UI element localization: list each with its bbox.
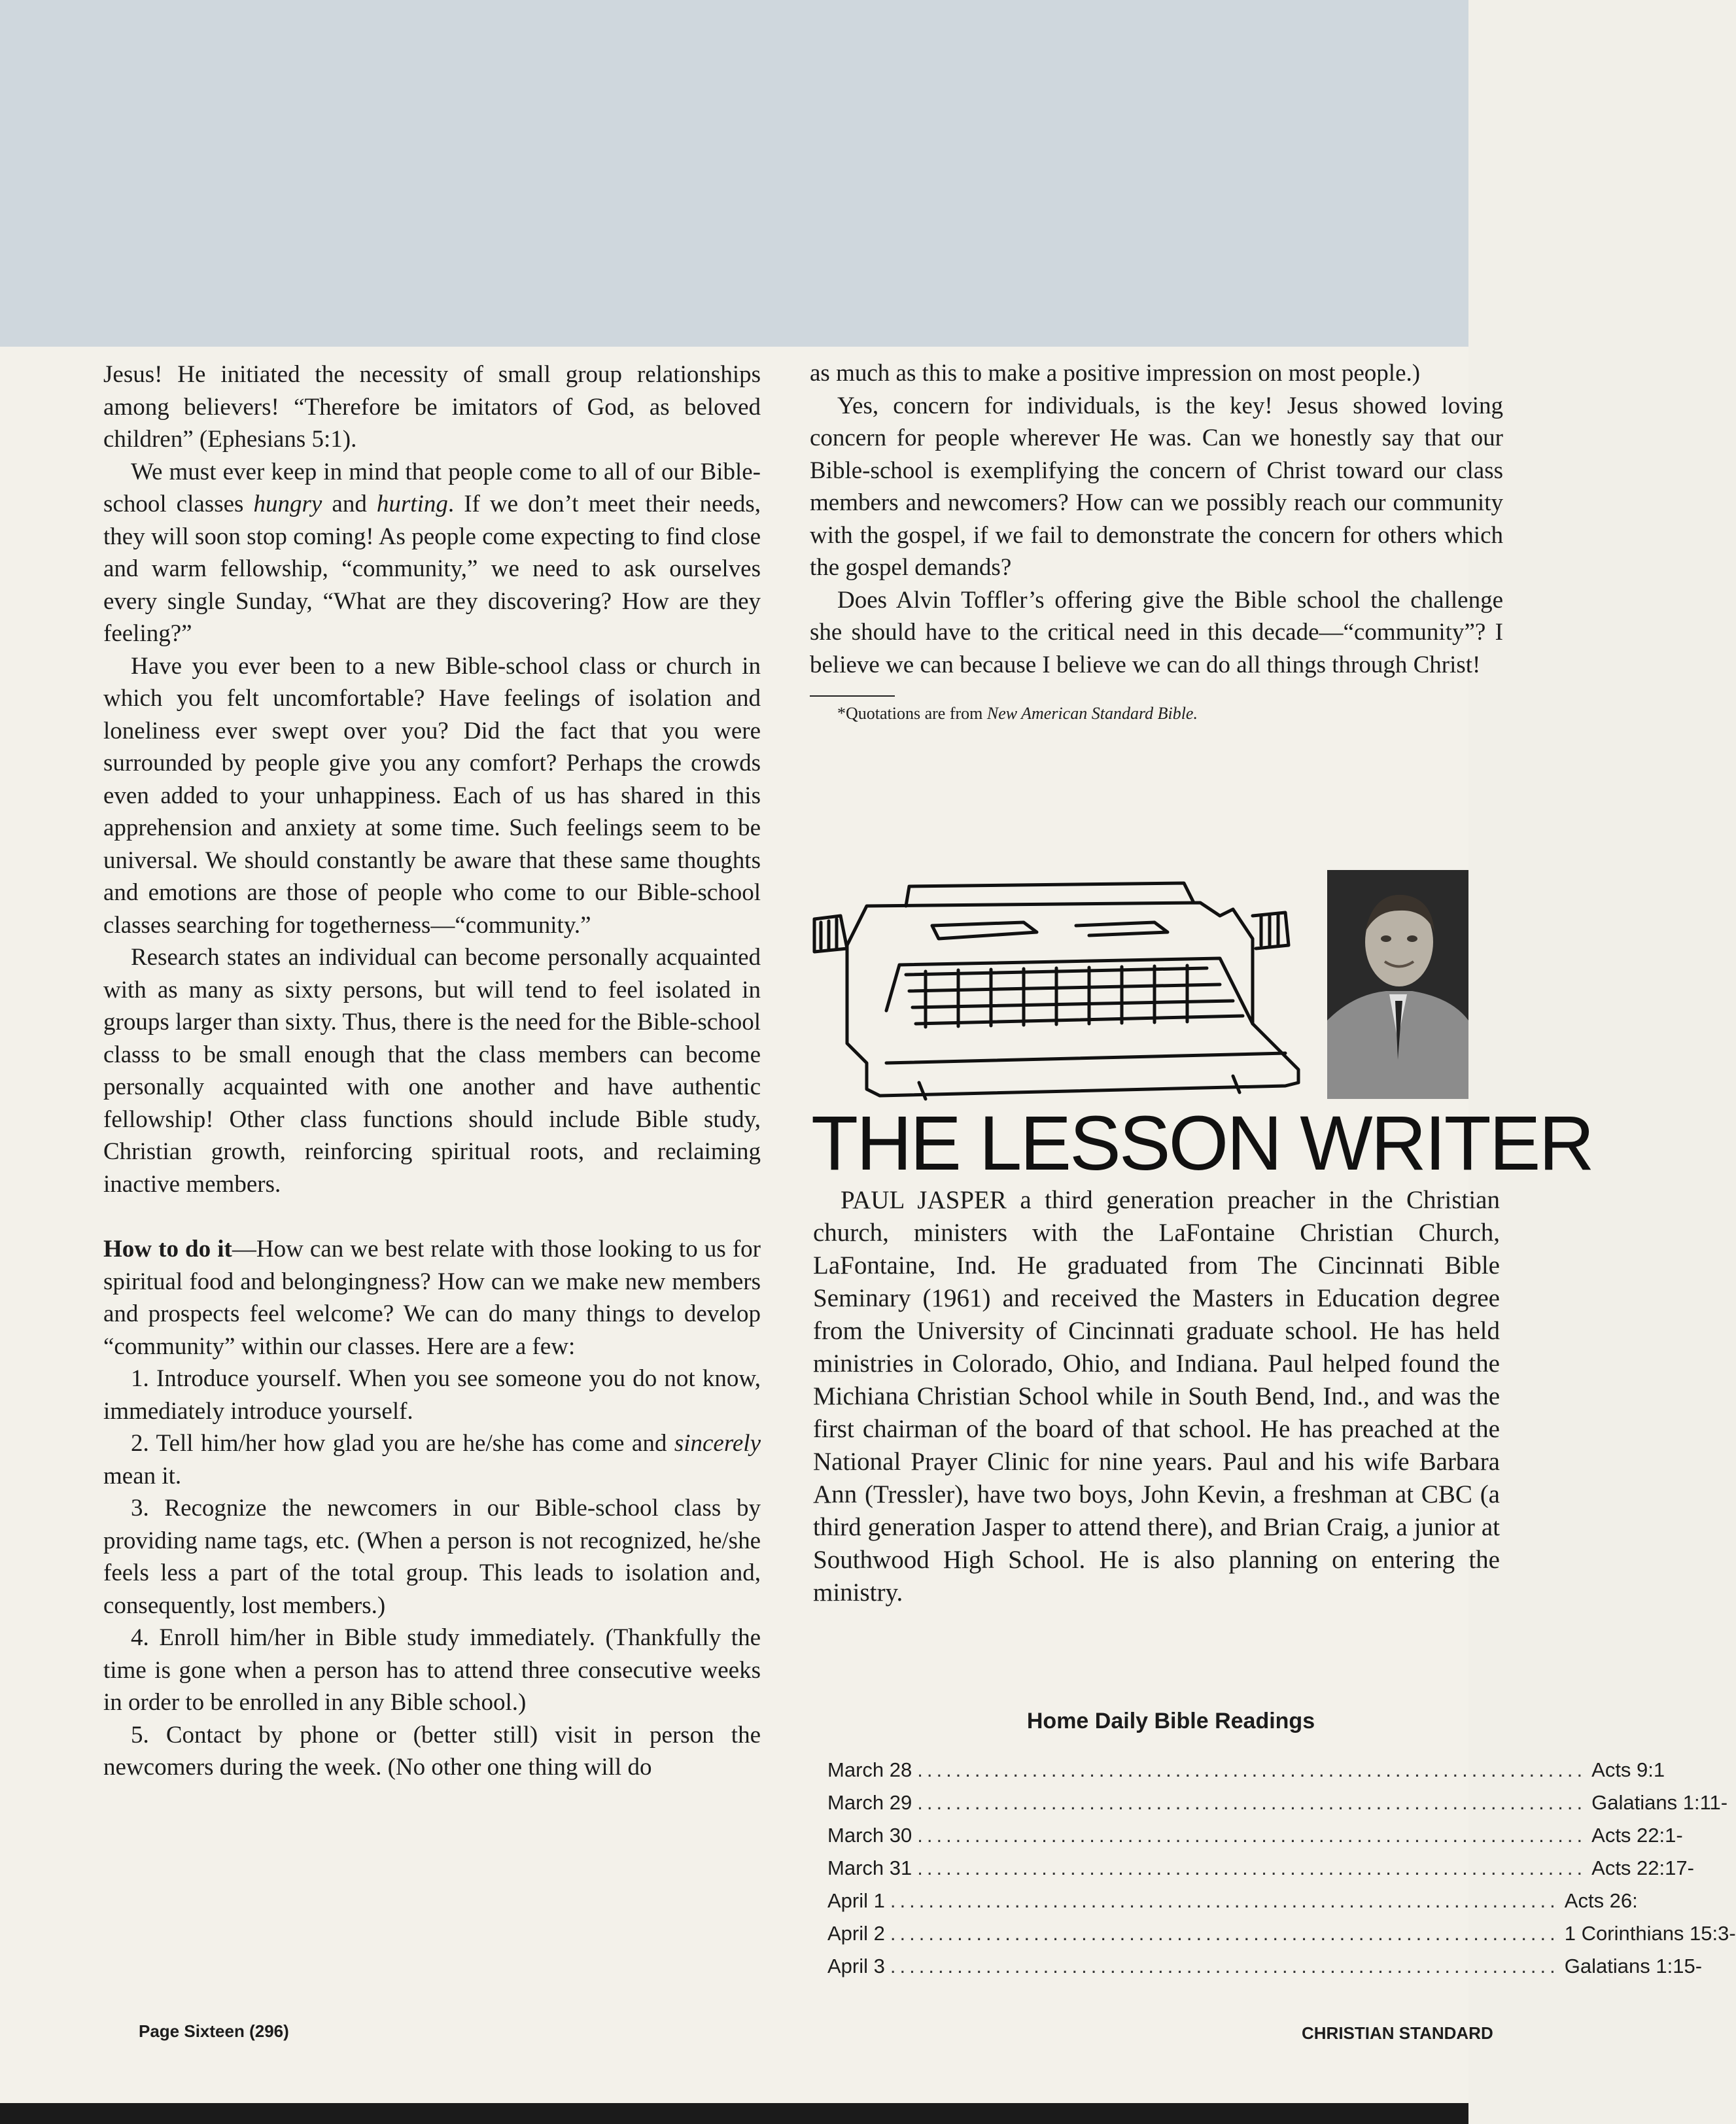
reading-date: March 28	[827, 1758, 912, 1781]
reading-date: March 29	[827, 1791, 912, 1814]
author-portrait-image	[1327, 870, 1468, 1099]
reading-reference: Acts 22:1-	[1591, 1824, 1683, 1847]
list-item: 2. Tell him/her how glad you are he/she has come and sincerely mean it.	[103, 1430, 761, 1489]
footnote: *Quotations are from New American Standard Bible.	[837, 704, 1198, 723]
footnote-rule	[810, 695, 895, 697]
reading-row	[827, 1758, 1665, 1791]
page-bottom-edge	[0, 2103, 1468, 2124]
bible-readings-list	[827, 1758, 1736, 1987]
reading-row	[827, 1791, 1728, 1824]
reading-reference: Acts 22:17-	[1591, 1856, 1694, 1879]
reading-reference: Acts 9:1	[1591, 1758, 1665, 1781]
paragraph: Research states an individual can become personally acquainted with as many as sixty persons, but will tend to feel isolated in groups larger than sixty. Thus, there is the need for the Bible-school classs to be small enough that the class members can become personally acquainted with one another and have authentic fellowship! Other class functions should include Bible study, Christian growth, reinforcing spiritual roots, and reclaiming inactive members.	[103, 944, 761, 1198]
section-how-to: How to do it—How can we best relate with those looking to us for spiritual food and belongingness? How can we make new members and prospects feel welcome? We can do many things to develop “community” within our classes. Here are a few:	[103, 1236, 761, 1360]
dot-leader: ......................................................................	[917, 1758, 1587, 1781]
faded-header-graphic	[1115, 39, 1455, 301]
paragraph: as much as this to make a positive impression on most people.)	[810, 360, 1421, 387]
author-bio	[813, 1184, 1500, 1609]
reading-row	[827, 1856, 1694, 1889]
reading-reference: Galatians 1:15-	[1564, 1955, 1703, 1977]
magazine-name-footer: CHRISTIAN STANDARD	[1302, 2023, 1493, 2043]
paragraph: We must ever keep in mind that people come to all of our Bible-school classes hungry and hurting. If we don’t meet their needs, they will soon stop coming! As people come expecting to find close and warm fellowship, “community,” we need to ask ourselves every single Sunday, “What are they discovering? How are they feeling?”	[103, 458, 761, 647]
list-item: 5. Contact by phone or (better still) visit in person the newcomers during the week. (No other one thing will do	[103, 1721, 761, 1781]
reading-date: April 1	[827, 1889, 885, 1912]
paragraph: Does Alvin Toffler’s offering give the Bible school the challenge she should have to the critical need in this decade—“community”? I believe we can because I believe we can do all things through Christ!	[810, 586, 1503, 678]
list-item: 3. Recognize the newcomers in our Bible-school class by providing name tags, etc. (When a person is not recognized, he/she feels less a part of the total group. This leads to isolation and, consequently, lost members.)	[103, 1495, 761, 1619]
section-heading: How to do it	[103, 1236, 232, 1262]
bio-text: PAUL JASPER a third generation preacher in the Christian church, ministers with the LaFontaine Christian Church, LaFontaine, Ind. He graduated from The Cincinnati Bible Seminary (1961) and received the Masters in Education degree from the University of Cincinnati graduate school. He has held ministries in Colorado, Ohio, and Indiana. Paul helped found the Michiana Christian School while in South Bend, Ind., and was the first chairman of the board of that school. He has preached at the National Prayer Clinic for nine years. Paul and his wife Barbara Ann (Tressler), have two boys, John Kevin, a freshman at CBC (a third generation Jasper to attend there), and Brian Craig, a junior at Southwood High School. He is also planning on entering the ministry.	[813, 1186, 1500, 1607]
reading-row	[827, 1889, 1638, 1922]
reading-reference: 1 Corinthians 15:3-	[1564, 1922, 1736, 1945]
reading-reference: Galatians 1:11-	[1591, 1791, 1728, 1814]
dot-leader: ......................................................................	[917, 1791, 1587, 1814]
dot-leader: ......................................................................	[890, 1955, 1559, 1977]
dot-leader: ......................................................................	[917, 1824, 1587, 1847]
left-text-column	[103, 358, 761, 1784]
reading-date: March 30	[827, 1824, 912, 1847]
dot-leader: ......................................................................	[890, 1889, 1559, 1912]
dot-leader: ......................................................................	[890, 1922, 1559, 1945]
readings-heading: Home Daily Bible Readings	[1026, 1709, 1315, 1733]
reading-date: March 31	[827, 1856, 912, 1879]
reading-date: April 3	[827, 1955, 885, 1977]
page-folio: Page Sixteen (296)	[139, 2021, 289, 2041]
reading-row	[827, 1922, 1736, 1955]
right-text-column	[810, 357, 1503, 724]
dot-leader: ......................................................................	[917, 1856, 1587, 1879]
paragraph: Have you ever been to a new Bible-school class or church in which you felt uncomfortable? Have feelings of isolation and loneliness ever swept over you? Did the fact that you were surrounded by people give you any comfort? Perhaps the crowds even added to your unhappiness. Each of us has shared in this apprehension and anxiety at some time. Such feelings seem to be universal. We should constantly be aware that these same thoughts and emotions are those of people who come to our Bible-school classes searching for togetherness—“community.”	[103, 652, 761, 939]
paragraph: Yes, concern for individuals, is the key! Jesus showed loving concern for people wherever He was. Can we honestly say that our Bible-school is exemplifying the concern of Christ toward our class members and newcomers? How can we possibly reach our community with the gospel, if we fail to demonstrate the concern for others which the gospel demands?	[810, 392, 1503, 581]
list-item: 1. Introduce yourself. When you see someone you do not know, immediately introduce yourself.	[103, 1365, 761, 1425]
reading-date: April 2	[827, 1922, 885, 1945]
reading-row	[827, 1955, 1703, 1987]
author-photo	[1327, 870, 1468, 1099]
reading-row	[827, 1824, 1683, 1856]
list-item: 4. Enroll him/her in Bible study immediately. (Thankfully the time is gone when a person has to attend three consecutive weeks in order to be enrolled in any Bible school.)	[103, 1624, 761, 1716]
header-photo-band	[0, 0, 1468, 347]
reading-reference: Acts 26:	[1564, 1889, 1638, 1912]
typewriter-illustration	[801, 867, 1325, 1102]
lesson-writer-heading: THE LESSON WRITER	[811, 1100, 1593, 1187]
paragraph: Jesus! He initiated the necessity of small group relationships among believers! “Therefore be imitators of God, as beloved children” (Ephesians 5:1).	[103, 361, 761, 453]
